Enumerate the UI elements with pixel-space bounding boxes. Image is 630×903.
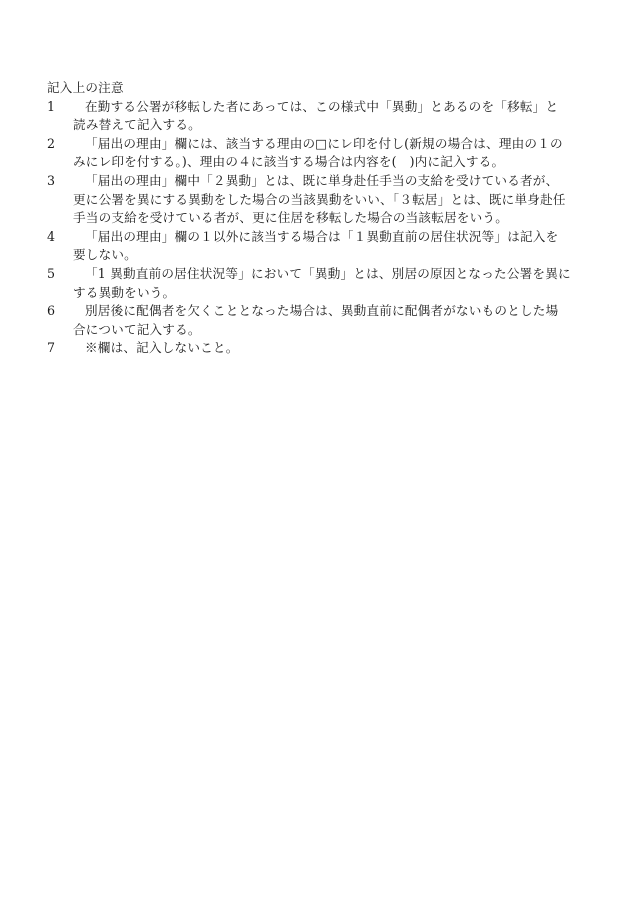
note-line: 「1 異動直前の居住状況等」において「異動」とは、別居の原因となった公署を異に	[85, 265, 571, 281]
note-line: みにレ印を付する。)、理由の４に該当する場合は内容を( )内に記入する。	[73, 154, 505, 170]
note-item-2	[47, 135, 577, 172]
note-line: 読み替えて記入する。	[73, 117, 201, 133]
note-line: 「届出の理由」欄には、該当する理由の□にレ印を付し(新規の場合は、理由の１の	[85, 135, 563, 151]
notes-title: 記入上の注意	[47, 80, 124, 95]
note-item-4	[47, 228, 577, 265]
note-line: 「届出の理由」欄中「２異動」とは、既に単身赴任手当の支給を受けている者が、	[85, 172, 559, 188]
note-line: 更に公署を異にする異動をした場合の当該異動をいい、「３転居」とは、既に単身赴任	[73, 191, 566, 207]
note-number: 6	[47, 303, 56, 319]
note-number: 4	[47, 228, 56, 244]
note-item-5	[47, 265, 577, 302]
document-page	[47, 79, 577, 358]
note-number: 1	[47, 98, 56, 114]
note-number: 7	[47, 340, 56, 356]
note-line: ※欄は、記入しないこと。	[85, 340, 239, 356]
note-line: 在勤する公署が移転した者にあっては、この様式中「異動」とあるのを「移転」と	[85, 98, 559, 114]
note-line: 別居後に配偶者を欠くこととなった場合は、異動直前に配偶者がないものとした場	[85, 303, 559, 319]
note-line: 手当の支給を受けている者が、更に住居を移転した場合の当該転居をいう。	[73, 210, 508, 226]
note-line: 要しない。	[73, 247, 137, 263]
note-number: 2	[47, 135, 56, 151]
note-item-3	[47, 172, 577, 228]
note-number: 5	[47, 265, 56, 281]
note-line: 「届出の理由」欄の１以外に該当する場合は「１異動直前の居住状況等」は記入を	[85, 228, 559, 244]
note-item-6	[47, 302, 577, 339]
note-item-1	[47, 98, 577, 135]
note-line: 合について記入する。	[73, 321, 201, 337]
note-item-7	[47, 339, 577, 358]
note-line: する異動をいう。	[73, 284, 176, 300]
note-number: 3	[47, 172, 56, 188]
